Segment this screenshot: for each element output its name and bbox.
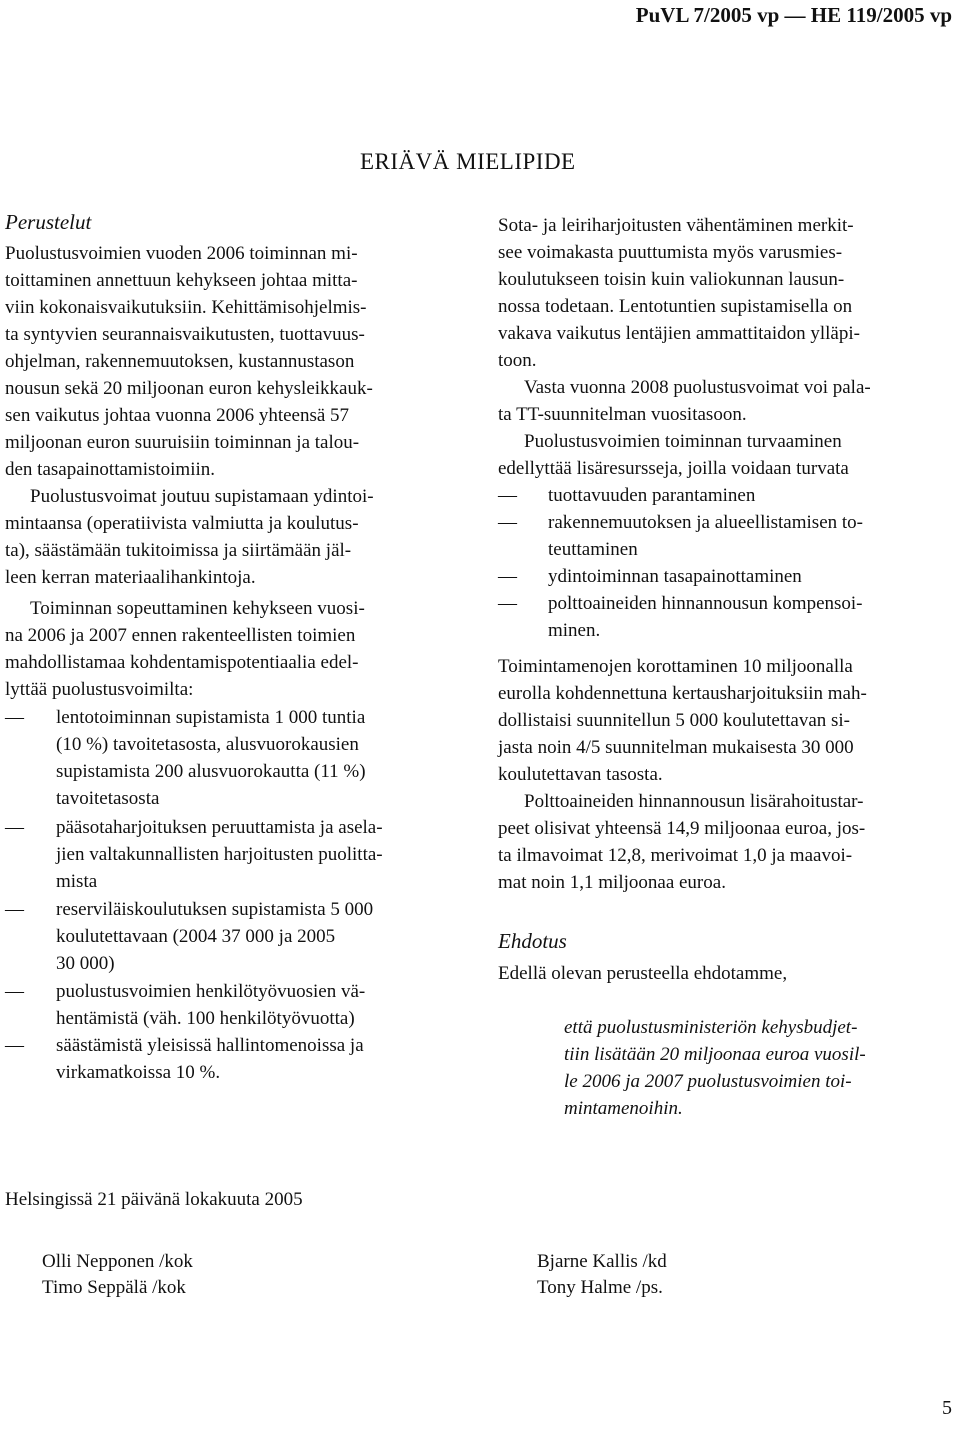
paragraph-line: toon. (498, 350, 537, 371)
paragraph-line: miljoonan euron suuruisiin toiminnan ja talou- (5, 432, 360, 453)
bullet-dash: — (498, 593, 517, 614)
bullet-dash: — (498, 512, 517, 533)
paragraph-line: toittaminen annettuun kehykseen johtaa mitta- (5, 270, 358, 291)
bullet-dash: — (5, 899, 24, 920)
paragraph-line: sen vaikutus johtaa vuonna 2006 yhteensä 57 (5, 405, 350, 426)
paragraph-line: na 2006 ja 2007 ennen rakenteellisten toimien (5, 625, 356, 646)
bullet-line: teuttaminen (548, 539, 638, 560)
page-title: ERIÄVÄ MIELIPIDE (360, 149, 576, 174)
paragraph-line: mat noin 1,1 miljoonaa euroa. (498, 872, 726, 893)
proposal-line: mintamenoihin. (564, 1098, 683, 1119)
paragraph-line: nousun sekä 20 miljoonan euron kehysleikkauk- (5, 378, 373, 399)
bullet-line: hentämistä (väh. 100 henkilötyövuotta) (56, 1008, 355, 1029)
heading-ehdotus: Ehdotus (498, 929, 567, 953)
paragraph-line: koulutettavan tasosta. (498, 764, 663, 785)
bullet-dash: — (5, 817, 24, 838)
bullet-line: ydintoiminnan tasapainottaminen (548, 566, 802, 587)
bullet-line: lentotoiminnan supistamista 1 000 tuntia (56, 707, 366, 728)
page-number: 5 (942, 1397, 952, 1419)
paragraph-line: edellyttää lisäresursseja, joilla voidaan turvata (498, 458, 849, 479)
paragraph-line: Puolustusvoimat joutuu supistamaan ydintoi- (30, 486, 374, 507)
bullet-dash: — (5, 1035, 24, 1056)
proposal-line: tiin lisätään 20 miljoonaa euroa vuosil- (564, 1044, 866, 1065)
bullet-line: jien valtakunnallisten harjoitusten puolitta- (56, 844, 383, 865)
paragraph-line: Polttoaineiden hinnannousun lisärahoitustar- (524, 791, 864, 812)
bullet-line: koulutettavaan (2004 37 000 ja 2005 (56, 926, 336, 947)
paragraph-line: leen kerran materiaalihankintoja. (5, 567, 256, 588)
bullet-dash: — (5, 981, 24, 1002)
paragraph-line: peet olisivat yhteensä 14,9 miljoonaa euroa, jos- (498, 818, 866, 839)
paragraph-line: Puolustusvoimien toiminnan turvaaminen (524, 431, 842, 452)
bullet-line: reserviläiskoulutuksen supistamista 5 000 (56, 899, 374, 920)
paragraph-line: Puolustusvoimien vuoden 2006 toiminnan mi- (5, 243, 358, 264)
paragraph-line: ohjelman, rakennemuutoksen, kustannustason (5, 351, 355, 372)
bullet-line: puolustusvoimien henkilötyövuosien vä- (56, 981, 366, 1002)
bullet-line: mista (56, 871, 98, 892)
paragraph-line: den tasapainottamistoimiin. (5, 459, 216, 480)
bullet-line: supistamista 200 alusvuorokautta (11 %) (56, 761, 366, 782)
bullet-line: tavoitetasosta (56, 788, 160, 809)
paragraph-line: Sota- ja leiriharjoitusten vähentäminen merkit- (498, 215, 854, 236)
paragraph-line: dollistaisi suunnitellun 5 000 koulutettavan si- (498, 710, 851, 731)
bullet-line: säästämistä yleisissä hallintomenoissa ja (56, 1035, 364, 1056)
paragraph-line: see voimakasta puuttumista myös varusmies- (498, 242, 843, 263)
paragraph-line: ta), säästämään tukitoimissa ja siirtämään jäl- (5, 540, 352, 561)
paragraph-line: Toimintamenojen korottaminen 10 miljoonalla (498, 656, 853, 677)
signature: Bjarne Kallis /kd (537, 1251, 667, 1272)
signature: Tony Halme /ps. (537, 1277, 663, 1298)
bullet-line: (10 %) tavoitetasosta, alusvuorokausien (56, 734, 359, 755)
bullet-dash: — (498, 485, 517, 506)
bullet-line: 30 000) (56, 953, 115, 974)
proposal-line: että puolustusministeriön kehysbudjet- (564, 1017, 858, 1038)
paragraph-line: viin kokonaisvaikutuksiin. Kehittämisohjelmis- (5, 297, 367, 318)
paragraph-line: mahdollistamaa kohdentamispotentiaalia edel- (5, 652, 359, 673)
signature: Olli Nepponen /kok (42, 1251, 193, 1272)
paragraph-line: ta ilmavoimat 12,8, merivoimat 1,0 ja maavoi- (498, 845, 853, 866)
bullet-line: polttoaineiden hinnannousun kompensoi- (548, 593, 863, 614)
paragraph-line: lyttää puolustusvoimilta: (5, 679, 194, 700)
proposal-line: le 2006 ja 2007 puolustusvoimien toi- (564, 1071, 852, 1092)
paragraph-line: Vasta vuonna 2008 puolustusvoimat voi pala- (524, 377, 871, 398)
bullet-line: virkamatkoissa 10 %. (56, 1062, 221, 1083)
heading-perustelut: Perustelut (5, 210, 92, 234)
proposal-intro: Edellä olevan perusteella ehdotamme, (498, 963, 788, 984)
bullet-dash: — (5, 707, 24, 728)
bullet-line: minen. (548, 620, 601, 641)
paragraph-line: ta syntyvien seurannaisvaikutusten, tuottavuus- (5, 324, 365, 345)
paragraph-line: mintaansa (operatiivista valmiutta ja koulutus- (5, 513, 359, 534)
signature: Timo Seppälä /kok (42, 1277, 186, 1298)
paragraph-line: eurolla kohdennettuna kertausharjoituksiin mah- (498, 683, 867, 704)
bullet-line: tuottavuuden parantaminen (548, 485, 756, 506)
paragraph-line: nossa todetaan. Lentotuntien supistamisella on (498, 296, 853, 317)
running-head: PuVL 7/2005 vp — HE 119/2005 vp (635, 3, 952, 27)
bullet-line: rakennemuutoksen ja alueellistamisen to- (548, 512, 863, 533)
paragraph-line: Toiminnan sopeuttaminen kehykseen vuosi- (30, 598, 365, 619)
bullet-dash: — (498, 566, 517, 587)
place-date: Helsingissä 21 päivänä lokakuuta 2005 (5, 1189, 303, 1210)
paragraph-line: vakava vaikutus lentäjien ammattitaidon ylläpi- (498, 323, 860, 344)
paragraph-line: jasta noin 4/5 suunnitelman mukaisesta 30 000 (498, 737, 854, 758)
paragraph-line: koulutukseen toisin kuin valiokunnan lausun- (498, 269, 845, 290)
bullet-line: pääsotaharjoituksen peruuttamista ja asela- (56, 817, 383, 838)
paragraph-line: ta TT-suunnitelman vuositasoon. (498, 404, 747, 425)
